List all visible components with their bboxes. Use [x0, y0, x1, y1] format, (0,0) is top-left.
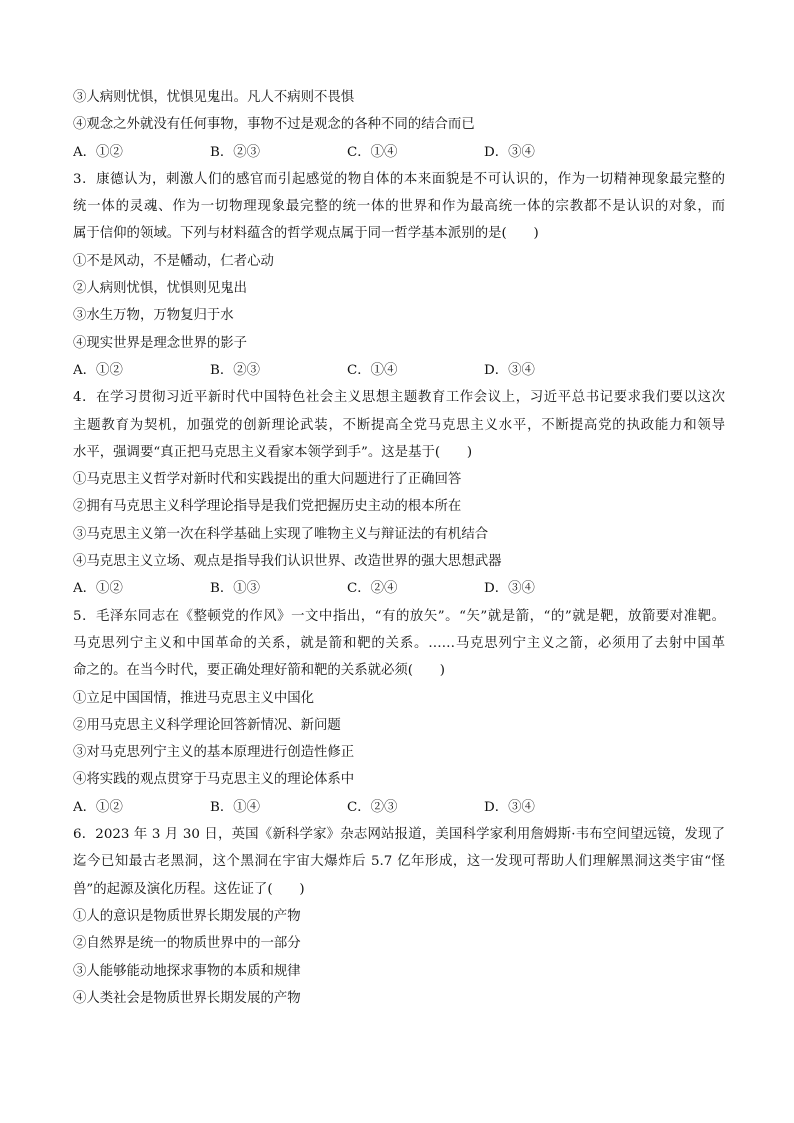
- question-stem-line: 4．在学习贯彻习近平新时代中国特色社会主义思想主题教育工作会议上，习近平总书记要求我们要以这次: [73, 390, 725, 406]
- option-c: C．①④: [347, 362, 398, 378]
- choice-item: ①人的意识是物质世界长期发展的产物: [73, 908, 301, 924]
- option-a: A．①②: [73, 581, 123, 597]
- answer-options: [73, 143, 725, 163]
- choice-item: ④将实践的观点贯穿于马克思主义的理论体系中: [73, 772, 355, 788]
- question-stem-line: 命之的。在当今时代，要正确处理好箭和靶的关系就必须( ): [73, 663, 445, 679]
- question-6: [73, 825, 725, 1009]
- choice-item: ③马克思主义第一次在科学基础上实现了唯物主义与辩证法的有机结合: [73, 526, 489, 542]
- option-a: A．①②: [73, 362, 123, 378]
- choice-item: ③水生万物，万物复归于水: [73, 308, 234, 324]
- choice-item: ②人病则忧惧，忧惧则见鬼出: [73, 281, 248, 297]
- option-c: C．②③: [347, 799, 398, 815]
- question-stem-line: 水平，强调要“真正把马克思主义看家本领学到手”。这是基于( ): [73, 444, 473, 460]
- choice-item: ④人类社会是物质世界长期发展的产物: [73, 990, 301, 1006]
- question-stem-line: 兽”的起源及演化历程。这佐证了( ): [73, 881, 305, 897]
- question-2-tail: [73, 88, 725, 163]
- answer-options: [73, 361, 725, 381]
- question-stem-line: 迄今已知最古老黑洞，这个黑洞在宇宙大爆炸后 5.7 亿年形成，这一发现可帮助人们理解黑洞这类宇宙“怪: [73, 854, 725, 870]
- option-b: B．②③: [210, 144, 261, 160]
- option-c: C．①④: [347, 144, 398, 160]
- choice-item: ②用马克思主义科学理论回答新情况、新问题: [73, 717, 341, 733]
- answer-options: [73, 579, 725, 599]
- option-c: C．②④: [347, 581, 398, 597]
- option-a: A．①②: [73, 799, 123, 815]
- choice-item: ④现实世界是理念世界的影子: [73, 335, 248, 351]
- question-stem-line: 5．毛泽东同志在《整顿党的作风》一文中指出，“有的放矢”。“矢”就是箭，“的”就是靶，放箭要对准靶。: [73, 608, 725, 624]
- choice-item: ②自然界是统一的物质世界中的一部分: [73, 936, 301, 952]
- choice-item: ①立足中国国情，推进马克思主义中国化: [73, 690, 315, 706]
- choice-item: ④观念之外就没有任何事物，事物不过是观念的各种不同的结合而已: [73, 117, 475, 133]
- question-stem-line: 3．康德认为，刺激人们的感官而引起感觉的物自体的本来面貌是不可认识的，作为一切精神现象最完整的: [73, 171, 725, 187]
- question-stem-line: 马克思列宁主义和中国革命的关系，就是箭和靶的关系。……马克思列宁主义之箭，必须用了去射中国革: [73, 635, 725, 651]
- question-stem-line: 主题教育为契机，加强党的创新理论武装，不断提高全党马克思主义水平，不断提高党的执政能力和领导: [73, 417, 725, 433]
- choice-item: ④马克思主义立场、观点是指导我们认识世界、改造世界的强大思想武器: [73, 554, 502, 570]
- choice-item: ③人病则忧惧，忧惧见鬼出。凡人不病则不畏惧: [73, 90, 355, 105]
- option-d: D．③④: [484, 799, 535, 815]
- option-b: B．①④: [210, 799, 261, 815]
- option-b: B．①③: [210, 581, 261, 597]
- question-stem-line: 属于信仰的领域。下列与材料蕴含的哲学观点属于同一哲学基本派别的是( ): [73, 226, 539, 242]
- question-3: [73, 170, 725, 381]
- choice-item: ①不是风动，不是幡动，仁者心动: [73, 253, 274, 269]
- choice-item: ②拥有马克思主义科学理论指导是我们党把握历史主动的根本所在: [73, 499, 462, 515]
- choice-item: ③人能够能动地探求事物的本质和规律: [73, 963, 301, 979]
- option-d: D．③④: [484, 362, 535, 378]
- question-5: [73, 607, 725, 818]
- option-d: D．③④: [484, 581, 535, 597]
- choice-item: ①马克思主义哲学对新时代和实践提出的重大问题进行了正确回答: [73, 472, 462, 488]
- exam-page: [73, 88, 725, 1016]
- answer-options: [73, 798, 725, 818]
- question-stem-line: 统一体的灵魂、作为一切物理现象最完整的统一体的世界和作为最高统一体的宗教都不是认识的对象，而: [73, 199, 725, 215]
- choice-item: ③对马克思列宁主义的基本原理进行创造性修正: [73, 745, 355, 761]
- question-stem-line: 6．2023 年 3 月 30 日，英国《新科学家》杂志网站报道，美国科学家利用詹姆斯·韦布空间望远镜，发现了: [73, 827, 725, 843]
- option-d: D．③④: [484, 144, 535, 160]
- option-b: B．②③: [210, 362, 261, 378]
- option-a: A．①②: [73, 144, 123, 160]
- question-4: [73, 388, 725, 599]
